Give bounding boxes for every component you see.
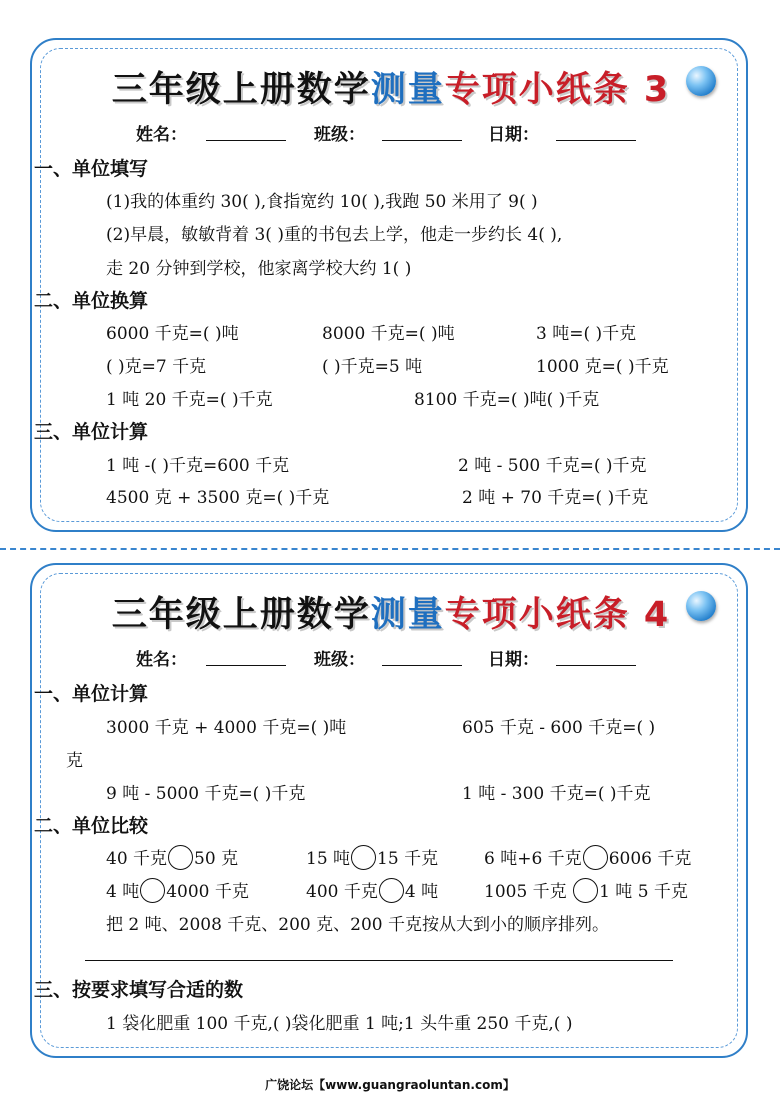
comparison-left: 40 千克 — [106, 849, 168, 869]
section-heading: 一、单位填写 — [34, 158, 149, 180]
conversion-item: ( )千克=5 吨 — [322, 357, 423, 377]
conversion-item: 1 吨 20 千克=( )千克 — [106, 390, 273, 410]
question-line: 1 袋化肥重 100 千克,( )袋化肥重 1 吨;1 头牛重 250 千克,( ) — [106, 1014, 573, 1034]
class-label: 班级： — [314, 125, 365, 145]
comparison-left: 4 吨 — [106, 882, 140, 902]
comparison-item — [106, 844, 238, 872]
comparison-right: 6006 千克 — [608, 849, 692, 869]
conversion-item: ( )克=7 千克 — [106, 357, 207, 377]
conversion-item: 6000 千克=( )吨 — [106, 324, 239, 344]
comparison-left: 1005 千克 — [484, 882, 573, 902]
name-field[interactable] — [206, 665, 286, 666]
section-heading: 三、单位计算 — [34, 421, 149, 443]
calculation-item: 1 吨 -( )千克=600 千克 — [106, 456, 290, 476]
date-label: 日期： — [488, 125, 539, 145]
card-title — [32, 587, 750, 637]
compare-circle[interactable] — [379, 878, 404, 903]
date-field[interactable] — [556, 140, 636, 141]
comparison-right: 15 千克 — [377, 849, 439, 869]
calculation-item: 605 千克 - 600 千克=( ) — [462, 718, 656, 738]
blue-ball-icon — [686, 591, 716, 621]
section-heading: 二、单位换算 — [34, 290, 149, 312]
question-line: 走 20 分钟到学校，他家离学校大约 1( ) — [106, 259, 412, 279]
calculation-item: 2 吨 + 70 千克=( )千克 — [462, 488, 649, 508]
answer-line[interactable] — [85, 960, 673, 961]
student-info — [32, 120, 750, 144]
class-field[interactable] — [382, 665, 462, 666]
comparison-item — [484, 877, 688, 905]
footer-source: 广饶论坛【www.guangraoluntan.com】 — [265, 1078, 515, 1092]
calculation-item: 4500 克 + 3500 克=( )千克 — [106, 488, 330, 508]
conversion-item: 8000 千克=( )吨 — [322, 324, 455, 344]
conversion-item: 1000 克=( )千克 — [536, 357, 669, 377]
date-field[interactable] — [556, 665, 636, 666]
section-heading: 二、单位比较 — [34, 815, 149, 837]
comparison-right: 1 吨 5 千克 — [599, 882, 688, 902]
class-label: 班级： — [314, 650, 365, 670]
calculation-item: 2 吨 - 500 千克=( )千克 — [458, 456, 647, 476]
name-field[interactable] — [206, 140, 286, 141]
card-title — [32, 62, 750, 112]
student-info — [32, 645, 750, 669]
question-line: (2)早晨，敏敏背着 3( )重的书包去上学，他走一步约长 4( ), — [106, 225, 563, 245]
comparison-right: 4 吨 — [404, 882, 439, 902]
date-label: 日期： — [488, 650, 539, 670]
conversion-item: 8100 千克=( )吨( )千克 — [414, 390, 600, 410]
compare-circle[interactable] — [583, 845, 608, 870]
conversion-item: 3 吨=( )千克 — [536, 324, 637, 344]
compare-circle[interactable] — [168, 845, 193, 870]
calculation-item: 3000 千克 + 4000 千克=( )吨 — [106, 718, 347, 738]
title-highlight: 测量 — [370, 595, 445, 635]
comparison-left: 15 吨 — [306, 849, 351, 869]
comparison-left: 6 吨+6 千克 — [484, 849, 582, 869]
calculation-item-wrap: 克 — [66, 751, 83, 771]
title-suffix: 专项小纸条 3 — [444, 70, 671, 110]
question-line: (1)我的体重约 30( ),食指宽约 10( ),我跑 50 米用了 9( ) — [106, 192, 538, 212]
class-field[interactable] — [382, 140, 462, 141]
title-highlight: 测量 — [370, 70, 445, 110]
compare-circle[interactable] — [573, 878, 598, 903]
section-heading: 三、按要求填写合适的数 — [34, 979, 244, 1001]
name-label: 姓名： — [136, 125, 187, 145]
calculation-item: 1 吨 - 300 千克=( )千克 — [462, 784, 651, 804]
cut-line — [0, 548, 780, 550]
comparison-item — [306, 844, 438, 872]
comparison-item — [306, 877, 438, 905]
comparison-left: 400 千克 — [306, 882, 378, 902]
title-suffix: 专项小纸条 4 — [444, 595, 671, 635]
calculation-item: 9 吨 - 5000 千克=( )千克 — [106, 784, 306, 804]
compare-circle[interactable] — [140, 878, 165, 903]
comparison-item — [106, 877, 249, 905]
comparison-right: 50 克 — [194, 849, 239, 869]
ordering-question: 把 2 吨、2008 千克、200 克、200 千克按从大到小的顺序排列。 — [106, 915, 609, 935]
name-label: 姓名： — [136, 650, 187, 670]
title-prefix: 三年级上册数学 — [111, 70, 371, 110]
title-prefix: 三年级上册数学 — [111, 595, 371, 635]
compare-circle[interactable] — [351, 845, 376, 870]
comparison-right: 4000 千克 — [166, 882, 249, 902]
comparison-item — [484, 844, 691, 872]
section-heading: 一、单位计算 — [34, 683, 149, 705]
blue-ball-icon — [686, 66, 716, 96]
